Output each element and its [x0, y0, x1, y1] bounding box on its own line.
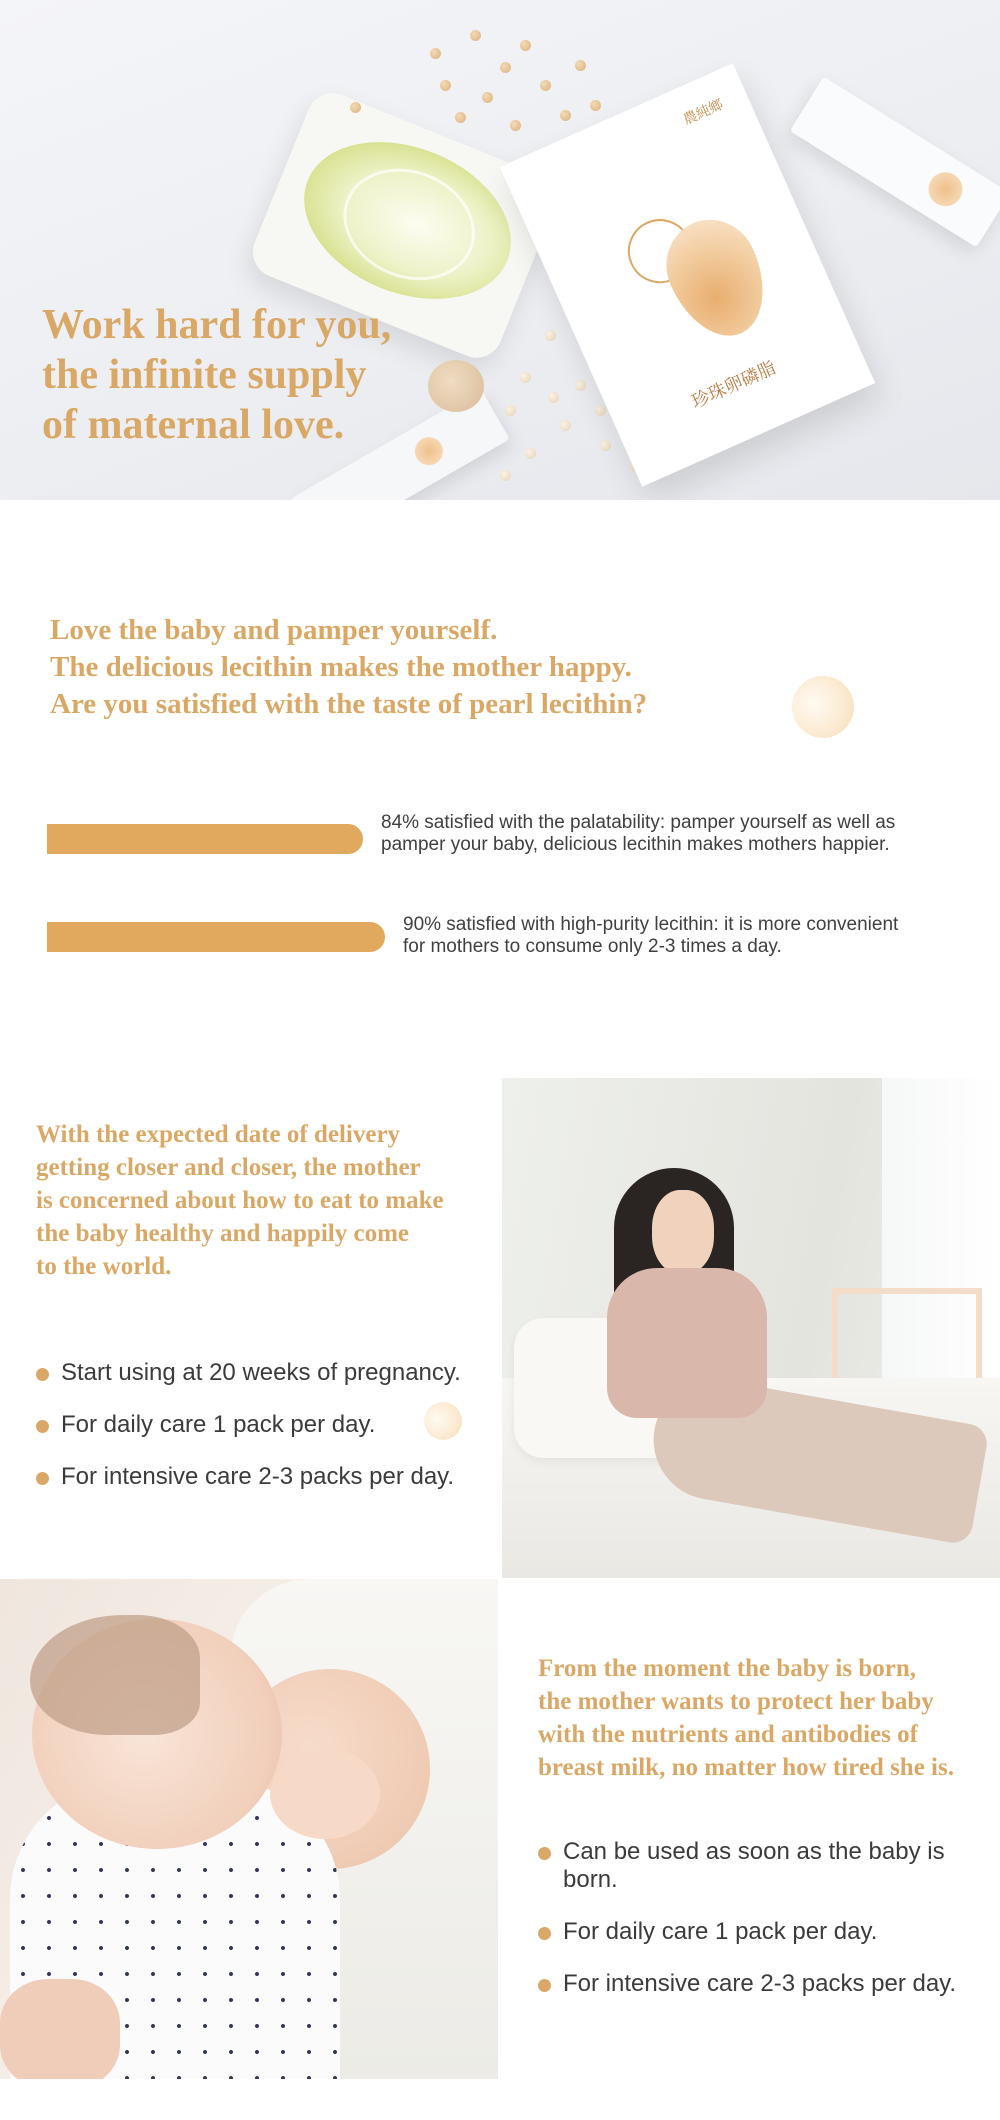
pregnancy-heading-line: the baby healthy and happily come — [36, 1220, 409, 1247]
soybean-image — [440, 80, 451, 91]
nursing-heading-line: the mother wants to protect her baby — [538, 1688, 934, 1715]
list-item: Start using at 20 weeks of pregnancy. — [36, 1359, 461, 1387]
breastfeeding-baby-photo — [0, 1579, 498, 2079]
list-item: Can be used as soon as the baby is born. — [538, 1838, 1000, 1894]
shirt-shape — [607, 1268, 767, 1418]
pregnancy-heading-line: getting closer and closer, the mother — [36, 1154, 421, 1181]
nursing-heading — [538, 1652, 954, 1784]
hero-title-line: the infinite supply — [42, 352, 367, 398]
soybean-image — [575, 60, 586, 71]
pearl-barley-image — [600, 440, 611, 451]
pearl-barley-image — [575, 380, 586, 391]
pearl-barley-image — [595, 405, 606, 416]
face-shape — [652, 1190, 714, 1274]
soybean-image — [482, 92, 493, 103]
pearl-barley-image — [505, 405, 516, 416]
pregnancy-heading-line: is concerned about how to eat to make — [36, 1187, 444, 1214]
pregnancy-heading-line: to the world. — [36, 1253, 172, 1280]
pearl-barley-image — [548, 392, 559, 403]
pregnancy-heading — [36, 1118, 444, 1283]
nursing-usage-list — [538, 1838, 1000, 2022]
soybean-image — [470, 30, 481, 41]
powder-pile-image — [428, 360, 484, 412]
baby-hair-shape — [30, 1615, 200, 1735]
satisfaction-heading-line: Are you satisfied with the taste of pearl lecithin? — [50, 688, 648, 720]
product-stick-pack-image — [790, 77, 1000, 248]
pregnancy-usage-list — [36, 1359, 461, 1515]
soybean-image — [455, 112, 466, 123]
satisfaction-text-line: pamper your baby, delicious lecithin makes mothers happier. — [381, 834, 890, 855]
soybean-image — [520, 40, 531, 51]
soybean-image — [590, 100, 601, 111]
hero-title-line: Work hard for you, — [42, 302, 392, 348]
satisfaction-bar-palatability — [47, 824, 363, 854]
satisfaction-heading-line: Love the baby and pamper yourself. — [50, 614, 498, 646]
list-item: For daily care 1 pack per day. — [538, 1918, 1000, 1946]
pearl-barley-image — [520, 372, 531, 383]
soybean-image — [500, 62, 511, 73]
nursing-heading-line: with the nutrients and antibodies of — [538, 1721, 918, 1748]
soybean-image — [430, 48, 441, 59]
pregnancy-heading-line: With the expected date of delivery — [36, 1121, 401, 1148]
soybean-image — [560, 110, 571, 121]
nursing-heading-line: breast milk, no matter how tired she is. — [538, 1754, 954, 1781]
pearl-barley-image — [500, 470, 511, 481]
satisfaction-text-line: for mothers to consume only 2-3 times a day. — [403, 936, 782, 957]
soybean-image — [540, 80, 551, 91]
satisfaction-text-purity — [403, 914, 898, 958]
soybean-image — [350, 102, 361, 113]
satisfaction-bar-purity — [47, 922, 385, 952]
satisfaction-text-line: 90% satisfied with high-purity lecithin: it is more convenient — [403, 914, 899, 935]
pearl-barley-image — [525, 448, 536, 459]
list-item: For intensive care 2-3 packs per day. — [538, 1970, 1000, 1998]
pearl-barley-image — [560, 420, 571, 431]
baby-hand-shape — [270, 1749, 380, 1839]
satisfaction-heading-line: The delicious lecithin makes the mother happy. — [50, 651, 632, 683]
decorative-circle — [792, 676, 854, 738]
mother-hand-shape — [0, 1979, 120, 2079]
box-product-label: 珍珠卵磷脂 — [688, 357, 780, 414]
nursing-heading-line: From the moment the baby is born, — [538, 1655, 917, 1682]
decorative-circle — [424, 1402, 462, 1440]
satisfaction-text-line: 84% satisfied with the palatability: pamper yourself as well as — [381, 812, 896, 833]
soybean-image — [510, 120, 521, 131]
hero-title-line: of maternal love. — [42, 402, 345, 448]
satisfaction-heading — [50, 612, 647, 723]
satisfaction-text-palatability — [381, 812, 895, 856]
list-item: For daily care 1 pack per day. — [36, 1411, 461, 1439]
box-brand-label: 農純鄉 — [680, 96, 726, 129]
hero-banner — [0, 0, 1000, 500]
pearl-barley-image — [545, 330, 556, 341]
hero-title — [42, 300, 391, 450]
pregnant-mother-photo — [502, 1078, 1000, 1578]
list-item: For intensive care 2-3 packs per day. — [36, 1463, 461, 1491]
